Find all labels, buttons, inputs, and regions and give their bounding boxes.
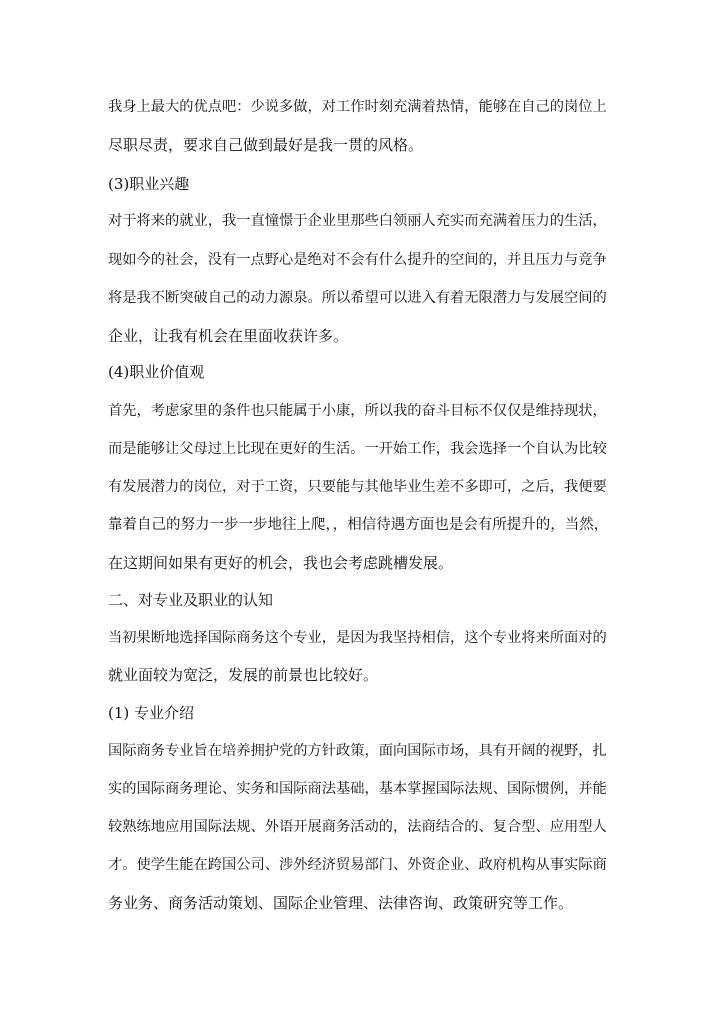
paragraph-line: 靠着自己的努力一步一步地往上爬，，相信待遇方面也是会有所提升的，当然， [108, 517, 609, 533]
paragraph-line: 对于将来的就业，我一直憧憬于企业里那些白领丽人充实而充满着压力的生活， [108, 213, 607, 229]
paragraph-line: 而是能够让父母过上比现在更好的生活。一开始工作，我会选择一个自认为比较 [108, 441, 607, 457]
paragraph-line: 尽职尽责，要求自己做到最好是我一贯的风格。 [108, 136, 424, 154]
paragraph-line: 就业面较为宽泛，发展的前景也比较好。 [108, 666, 379, 684]
section-heading: (1) 专业介绍 [108, 704, 195, 722]
paragraph-line: 我身上最大的优点吧：少说多做，对工作时刻充满着热情，能够在自己的岗位上 [108, 99, 607, 115]
section-heading: (4)职业价值观 [108, 363, 205, 381]
paragraph-line: 才。使学生能在跨国公司、涉外经济贸易部门、外资企业、政府机构从事实际商 [108, 857, 607, 873]
paragraph-line: 首先，考虑家里的条件也只能属于小康，所以我的奋斗目标不仅仅是维持现状， [108, 403, 607, 419]
section-heading: (3)职业兴趣 [108, 175, 190, 193]
paragraph-line: 现如今的社会，没有一点野心是绝对不会有什么提升的空间的，并且压力与竞争 [108, 252, 607, 268]
paragraph-line: 有发展潜力的岗位，对于工资，只要能与其他毕业生差不多即可，之后，我便要 [108, 479, 607, 495]
paragraph-line: 务业务、商务活动策划、国际企业管理、法律咨询、政策研究等工作。 [108, 894, 574, 912]
section-heading: 二、对专业及职业的认知 [108, 591, 274, 609]
paragraph-line: 企业，让我有机会在里面收获许多。 [108, 327, 349, 345]
paragraph-line: 较熟练地应用国际法规、外语开展商务活动的，法商结合的、复合型、应用型人 [108, 819, 607, 835]
paragraph-line: 在这期间如果有更好的机会，我也会考虑跳槽发展。 [108, 554, 454, 572]
paragraph-line: 当初果断地选择国际商务这个专业，是因为我坚持相信，这个专业将来所面对的 [108, 630, 607, 646]
paragraph-line: 国际商务专业旨在培养拥护党的方针政策，面向国际市场，具有开阔的视野，扎 [108, 743, 607, 759]
paragraph-line: 实的国际商务理论、实务和国际商法基础，基本掌握国际法规、国际惯例，并能 [108, 781, 607, 797]
paragraph-line: 将是我不断突破自己的动力源泉。所以希望可以进入有着无限潜力与发展空间的 [108, 290, 607, 306]
